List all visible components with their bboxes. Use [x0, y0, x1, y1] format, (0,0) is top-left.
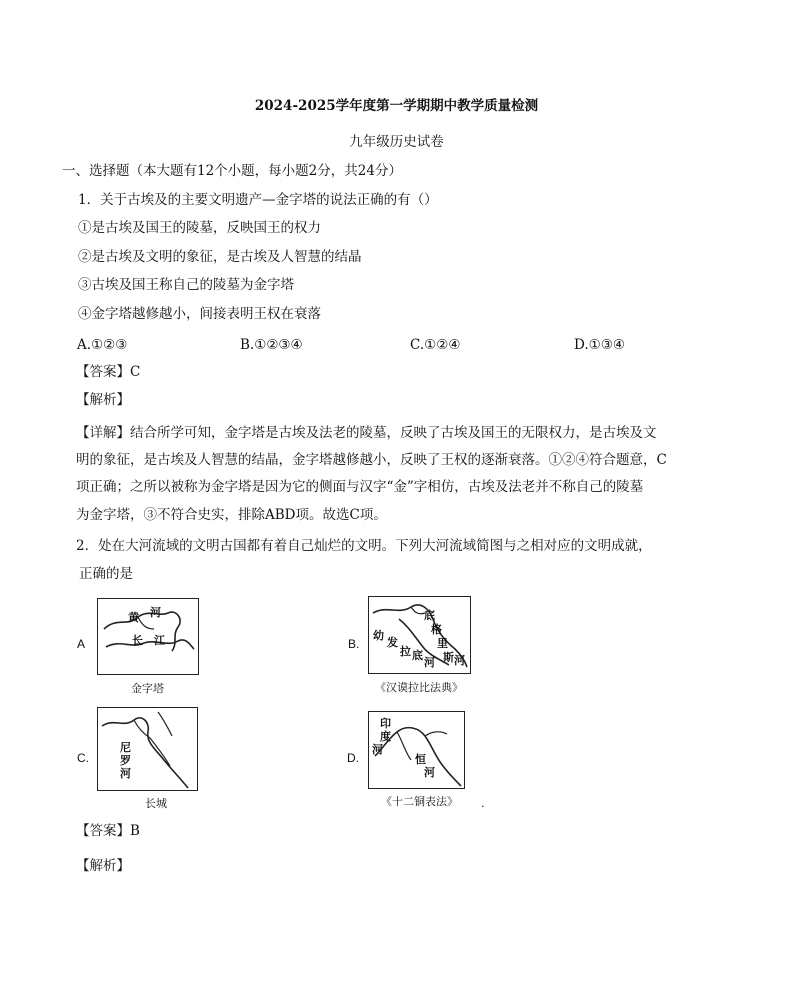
q1-detail-line-2: 明的象征，是古埃及人智慧的结晶，金字塔越修越小，反映了王权的逐渐衰落。①②④符合题意，C: [76, 452, 667, 468]
map-b-label-5: 河: [454, 654, 465, 667]
map-d-caption: 《十二铜表法》: [381, 795, 458, 808]
q2-analysis-label: 【解析】: [76, 858, 130, 874]
q2-stem-line-1: 2．处在大河流域的文明古国都有着自己灿烂的文明。下列大河流域简图与之相对应的文明成就，: [76, 538, 652, 554]
map-d-letter: D.: [347, 751, 359, 765]
map-d-image: [368, 711, 465, 789]
q1-detail-line-4: 为金字塔，③不符合史实，排除ABD项。故选C项。: [76, 507, 387, 523]
map-c-letter: C.: [77, 751, 89, 765]
map-b-label-3: 里: [437, 637, 448, 650]
map-c-label-3: 河: [120, 767, 131, 780]
map-c-image: [97, 707, 198, 791]
map-b-label-2: 格: [431, 623, 442, 636]
map-a-label-4: 江: [154, 634, 165, 647]
map-d-label-3: 河: [372, 743, 383, 756]
section-heading: 一、选择题（本大题有12个小题，每小题2分，共24分）: [62, 163, 402, 179]
q1-analysis-label: 【解析】: [76, 392, 130, 408]
map-c-label-1: 尼: [120, 741, 131, 754]
q1-detail-line-1: 【详解】结合所学可知，金字塔是古埃及法老的陵墓，反映了古埃及国王的无限权力，是古埃及文: [76, 425, 657, 441]
map-a-letter: A: [77, 637, 86, 651]
map-a-rivers: [98, 599, 198, 674]
q2-stem-line-2: 正确的是: [79, 566, 133, 582]
q2-answer: 【答案】B: [76, 823, 140, 839]
map-a-label-1: 黄: [128, 611, 139, 624]
map-b-label-4: 斯: [443, 651, 454, 664]
map-c-rivers: [98, 708, 197, 790]
q1-item-4: ④金字塔越修越小，间接表明王权在衰落: [78, 306, 321, 322]
q1-stem: 1．关于古埃及的主要文明遗产—金字塔的说法正确的有（）: [78, 192, 438, 208]
q1-item-1: ①是古埃及国王的陵墓，反映国王的权力: [78, 220, 321, 236]
map-a-image: [97, 598, 199, 675]
q1-item-3: ③古埃及国王称自己的陵墓为金字塔: [78, 277, 294, 293]
map-c-caption: 长城: [145, 797, 167, 810]
map-b-label-8: 拉: [400, 645, 411, 658]
map-b-label-6: 幼: [373, 629, 384, 642]
map-b-image: [368, 596, 471, 674]
map-a-label-3: 长: [132, 634, 143, 647]
map-b-letter: B.: [348, 637, 360, 651]
q1-answer: 【答案】C: [76, 364, 141, 380]
map-d-label-2: 度: [380, 730, 391, 743]
map-d-label-5: 河: [424, 766, 435, 779]
q1-item-2: ②是古埃及文明的象征，是古埃及人智慧的结晶: [78, 249, 362, 265]
map-d-label-1: 印: [380, 717, 391, 730]
map-b-label-10: 河: [424, 656, 435, 669]
q1-option-c: C.①②④: [410, 337, 461, 353]
map-b-label-1: 底: [424, 609, 435, 622]
exam-subtitle: 九年级历史试卷: [349, 134, 444, 150]
map-d-label-4: 恒: [415, 753, 426, 766]
map-b-caption: 《汉谟拉比法典》: [375, 681, 463, 694]
map-b-label-7: 发: [387, 636, 398, 649]
map-c-label-2: 罗: [120, 754, 131, 767]
q1-option-d: D.①③④: [574, 337, 625, 353]
q1-detail-line-3: 项正确；之所以被称为金字塔是因为它的侧面与汉字“金”字相仿，古埃及法老并不称自己的陵墓: [76, 479, 644, 495]
map-a-label-2: 河: [150, 606, 161, 619]
map-b-label-9: 底: [412, 649, 423, 662]
q2-trailing-dot: .: [481, 797, 485, 810]
map-a-caption: 金字塔: [131, 682, 164, 695]
q1-option-a: A.①②③: [77, 337, 128, 353]
q1-option-b: B.①②③④: [240, 337, 303, 353]
exam-title: 2024-2025学年度第一学期期中教学质量检测: [254, 98, 539, 114]
